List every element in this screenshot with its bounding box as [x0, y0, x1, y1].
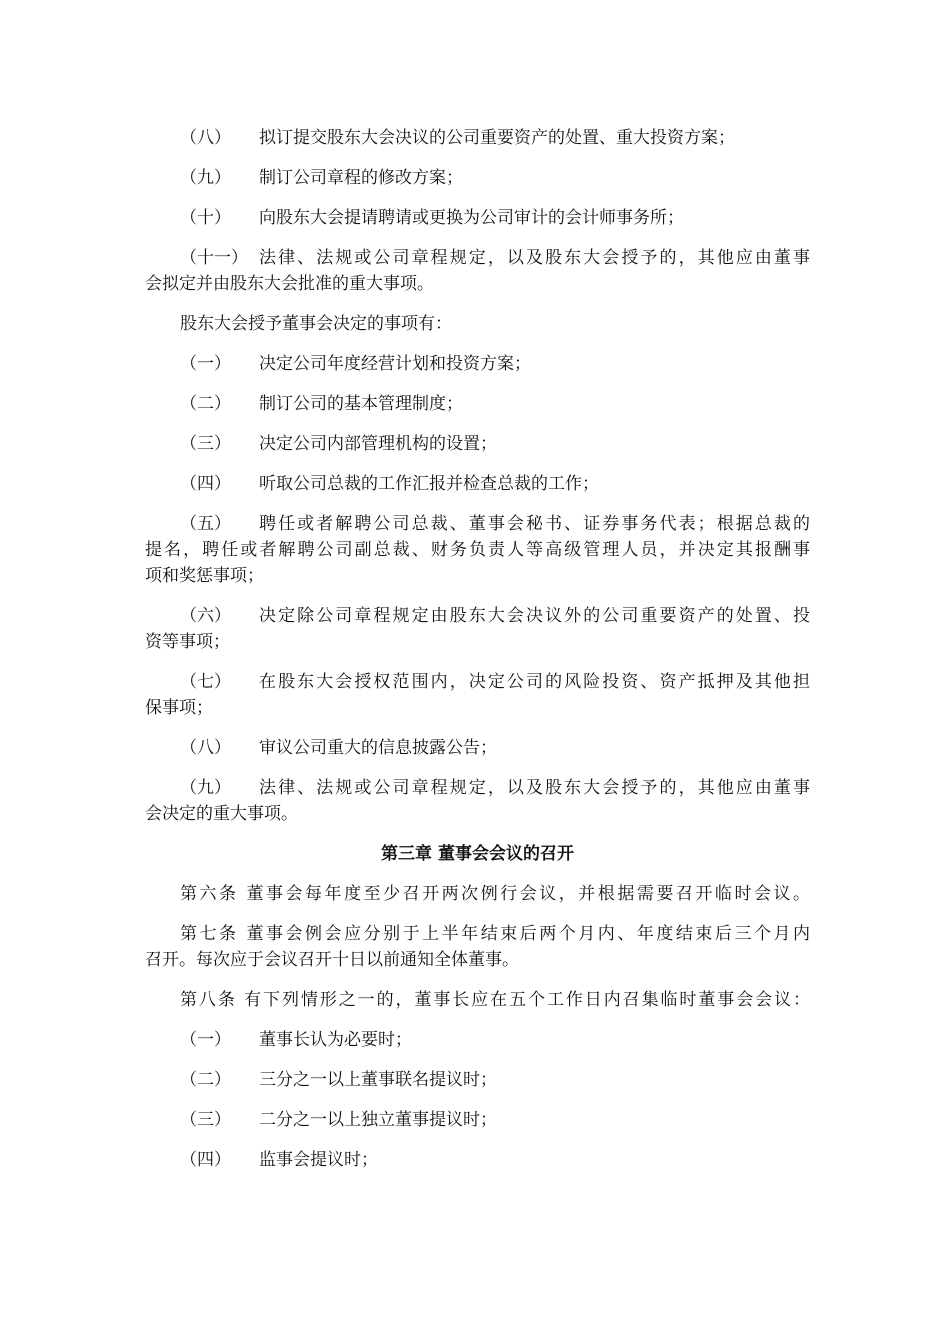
item-label: （九）	[180, 778, 231, 798]
item-text: 法律、法规或公司章程规定，以及股东大会授予的，其他应由董事	[259, 778, 810, 798]
item-text-continued: 项和奖惩事项；	[145, 566, 264, 586]
item-text: 三分之一以上董事联名提议时；	[259, 1070, 497, 1090]
article-text: 第八条 有下列情形之一的，董事长应在五个工作日内召集临时董事会会议：	[180, 990, 810, 1010]
item-label: （二）	[180, 1070, 231, 1090]
article-text: 第七条 董事会例会应分别于上半年结束后两个月内、年度结束后三个月内	[180, 924, 810, 944]
list-item	[145, 736, 810, 761]
item-label: （三）	[180, 1110, 231, 1130]
article-paragraph	[145, 988, 810, 1013]
item-label: （九）	[180, 168, 231, 188]
item-text: 聘任或者解聘公司总裁、董事会秘书、证券事务代表；根据总裁的	[259, 514, 810, 534]
list-item	[145, 1148, 810, 1173]
item-text-continued: 会拟定并由股东大会批准的重大事项。	[145, 274, 434, 294]
chapter-heading: 第三章 董事会会议的召开	[381, 844, 574, 864]
item-text-continued: 会决定的重大事项。	[145, 804, 298, 824]
article-text-continued: 召开。每次应于会议召开十日以前通知全体董事。	[145, 950, 519, 970]
list-item	[145, 512, 810, 589]
list-item	[145, 472, 810, 497]
item-text-continued-line: 提名，聘任或者解聘公司副总裁、财务负责人等高级管理人员，并决定其报酬事	[145, 540, 810, 560]
document-page	[145, 126, 810, 1188]
item-text-continued: 资等事项；	[145, 632, 230, 652]
item-label: （一）	[180, 354, 231, 374]
article-text: 第六条 董事会每年度至少召开两次例行会议，并根据需要召开临时会议。	[180, 884, 810, 904]
list-item	[145, 126, 810, 151]
list-item	[145, 776, 810, 827]
list-item	[145, 246, 810, 297]
item-label: （六）	[180, 606, 231, 626]
list-item	[145, 392, 810, 417]
item-text: 在股东大会授权范围内，决定公司的风险投资、资产抵押及其他担	[259, 672, 810, 692]
article-paragraph	[145, 882, 810, 907]
item-label: （一）	[180, 1030, 231, 1050]
item-text: 向股东大会提请聘请或更换为公司审计的会计师事务所；	[259, 208, 684, 228]
item-label: （三）	[180, 434, 231, 454]
item-text: 法律、法规或公司章程规定，以及股东大会授予的，其他应由董事	[259, 248, 810, 268]
item-text: 监事会提议时；	[259, 1150, 378, 1170]
article-paragraph	[145, 922, 810, 973]
item-text: 决定除公司章程规定由股东大会决议外的公司重要资产的处置、投	[259, 606, 810, 626]
list-item	[145, 1108, 810, 1133]
list-item	[145, 1028, 810, 1053]
item-text: 听取公司总裁的工作汇报并检查总裁的工作；	[259, 474, 599, 494]
list-item	[145, 206, 810, 231]
item-text: 决定公司内部管理机构的设置；	[259, 434, 497, 454]
list-item	[145, 604, 810, 655]
list-item	[145, 1068, 810, 1093]
intro-text: 股东大会授予董事会决定的事项有：	[180, 314, 452, 334]
item-text: 决定公司年度经营计划和投资方案；	[259, 354, 531, 374]
item-label: （八）	[180, 128, 231, 148]
list-item	[145, 166, 810, 191]
list-item	[145, 352, 810, 377]
item-text: 制订公司的基本管理制度；	[259, 394, 463, 414]
item-label: （五）	[180, 514, 231, 534]
item-label: （八）	[180, 738, 231, 758]
item-text: 董事长认为必要时；	[259, 1030, 412, 1050]
item-text-continued	[145, 538, 810, 563]
item-label: （四）	[180, 474, 231, 494]
intro-paragraph	[145, 312, 810, 337]
list-item	[145, 670, 810, 721]
item-text: 审议公司重大的信息披露公告；	[259, 738, 497, 758]
item-label: （四）	[180, 1150, 231, 1170]
item-label: （七）	[180, 672, 231, 692]
item-label: （十一）	[180, 248, 248, 268]
list-item	[145, 432, 810, 457]
item-label: （二）	[180, 394, 231, 414]
item-text: 制订公司章程的修改方案；	[259, 168, 463, 188]
item-label: （十）	[180, 208, 231, 228]
item-text: 拟订提交股东大会决议的公司重要资产的处置、重大投资方案；	[259, 128, 735, 148]
item-text-continued: 保事项；	[145, 698, 213, 718]
item-text: 二分之一以上独立董事提议时；	[259, 1110, 497, 1130]
